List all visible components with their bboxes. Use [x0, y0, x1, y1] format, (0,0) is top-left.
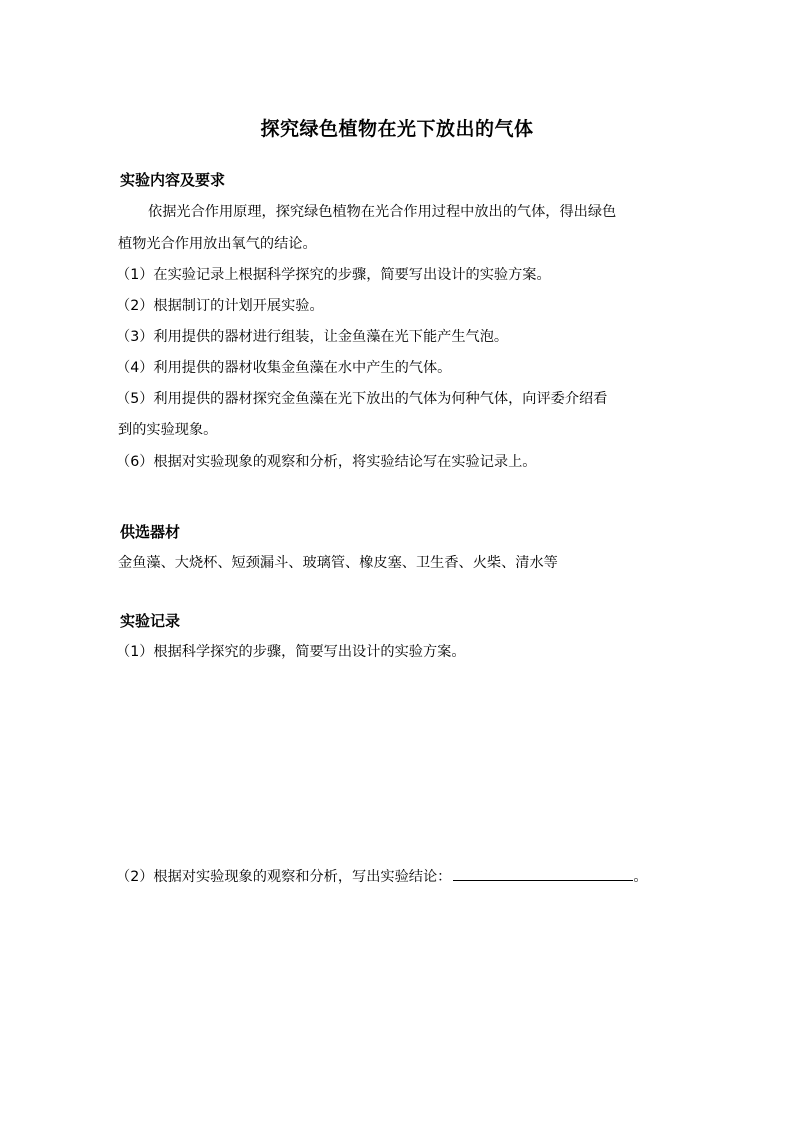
record-item-1: （1）根据科学探究的步骤，简要写出设计的实验方案。 — [116, 644, 466, 660]
materials-list: 金鱼藻、大烧杯、短颈漏斗、玻璃管、橡皮塞、卫生香、火柴、清水等 — [118, 555, 558, 571]
requirement-item-3: （3）利用提供的器材进行组装，让金鱼藻在光下能产生气泡。 — [116, 329, 509, 345]
requirement-item-5-line-2: 到的实验现象。 — [118, 422, 218, 438]
requirement-item-5-line-1: （5）利用提供的器材探究金鱼藻在光下放出的气体为何种气体，向评委介绍看 — [116, 391, 608, 407]
section-heading-requirements: 实验内容及要求 — [120, 171, 226, 189]
record-item-2 — [116, 866, 648, 886]
record-item-2-end: 。 — [633, 869, 648, 885]
section-heading-record: 实验记录 — [120, 612, 181, 630]
requirement-item-1: （1）在实验记录上根据科学探究的步骤，简要写出设计的实验方案。 — [116, 267, 551, 283]
requirement-item-4: （4）利用提供的器材收集金鱼藻在水中产生的气体。 — [116, 360, 452, 376]
page-title: 探究绿色植物在光下放出的气体 — [260, 118, 534, 140]
requirement-item-2: （2）根据制订的计划开展实验。 — [116, 298, 324, 314]
conclusion-blank[interactable] — [453, 866, 633, 881]
intro-line-2: 植物光合作用放出氧气的结论。 — [118, 236, 317, 252]
record-item-2-text: （2）根据对实验现象的观察和分析，写出实验结论： — [116, 869, 452, 885]
intro-line-1: 依据光合作用原理，探究绿色植物在光合作用过程中放出的气体，得出绿色 — [148, 204, 617, 220]
section-heading-materials: 供选器材 — [120, 523, 181, 541]
requirement-item-6: （6）根据对实验现象的观察和分析，将实验结论写在实验记录上。 — [116, 454, 537, 470]
